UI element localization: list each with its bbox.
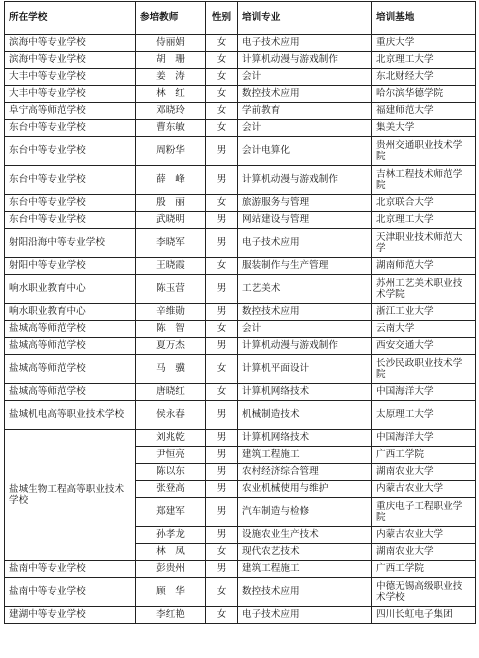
teacher-cell: 陈玉营 — [136, 275, 206, 304]
major-cell: 汽车制造与检修 — [238, 498, 372, 527]
base-cell: 北京理工大学 — [372, 212, 476, 229]
training-roster-sheet — [4, 1, 475, 624]
gender-cell: 女 — [206, 355, 238, 384]
teacher-cell: 辛维勋 — [136, 304, 206, 321]
gender-cell: 女 — [206, 195, 238, 212]
major-cell: 农村经济综合管理 — [238, 464, 372, 481]
major-cell: 会计 — [238, 321, 372, 338]
base-cell: 云南大学 — [372, 321, 476, 338]
major-cell: 现代农艺技术 — [238, 544, 372, 561]
school-cell: 滨海中等专业学校 — [5, 52, 136, 69]
teacher-cell: 孙孝龙 — [136, 527, 206, 544]
school-cell: 大丰中等专业学校 — [5, 86, 136, 103]
base-cell: 重庆电子工程职业学院 — [372, 498, 476, 527]
gender-cell: 男 — [206, 304, 238, 321]
gender-cell: 男 — [206, 481, 238, 498]
gender-cell: 男 — [206, 401, 238, 430]
table-row — [5, 103, 476, 120]
teacher-cell: 周粉华 — [136, 137, 206, 166]
table-row — [5, 304, 476, 321]
major-cell: 数控技术应用 — [238, 578, 372, 607]
header-major: 培训专业 — [238, 2, 372, 35]
major-cell: 计算机网络技术 — [238, 384, 372, 401]
table-row — [5, 69, 476, 86]
base-cell: 重庆大学 — [372, 35, 476, 52]
teacher-cell: 林 红 — [136, 86, 206, 103]
base-cell: 湖南农业大学 — [372, 464, 476, 481]
teacher-cell: 王晓霞 — [136, 258, 206, 275]
table-row — [5, 578, 476, 607]
teacher-cell: 殷 丽 — [136, 195, 206, 212]
major-cell: 建筑工程施工 — [238, 447, 372, 464]
gender-cell: 男 — [206, 561, 238, 578]
teacher-cell: 彭贵州 — [136, 561, 206, 578]
gender-cell: 女 — [206, 35, 238, 52]
major-cell: 电子技术应用 — [238, 607, 372, 624]
table-row — [5, 120, 476, 137]
gender-cell: 女 — [206, 120, 238, 137]
teacher-cell: 林 凤 — [136, 544, 206, 561]
school-cell: 东台中等专业学校 — [5, 212, 136, 229]
header-teacher: 参培教师 — [136, 2, 206, 35]
gender-cell: 女 — [206, 607, 238, 624]
major-cell: 旅游服务与管理 — [238, 195, 372, 212]
gender-cell: 女 — [206, 69, 238, 86]
table-row — [5, 607, 476, 624]
teacher-cell: 马 骥 — [136, 355, 206, 384]
gender-cell: 女 — [206, 321, 238, 338]
training-roster-table — [4, 1, 476, 624]
teacher-cell: 胡 珊 — [136, 52, 206, 69]
teacher-cell: 郑建军 — [136, 498, 206, 527]
school-cell: 东台中等专业学校 — [5, 137, 136, 166]
base-cell: 中德无锡高级职业技术学校 — [372, 578, 476, 607]
school-cell: 大丰中等专业学校 — [5, 69, 136, 86]
teacher-cell: 姜 涛 — [136, 69, 206, 86]
table-row — [5, 86, 476, 103]
teacher-cell: 曹东敏 — [136, 120, 206, 137]
school-cell: 射阳沿海中等专业学校 — [5, 229, 136, 258]
header-gender: 性别 — [206, 2, 238, 35]
table-row — [5, 195, 476, 212]
table-row — [5, 212, 476, 229]
school-cell: 盐城机电高等职业技术学校 — [5, 401, 136, 430]
major-cell: 服装制作与生产管理 — [238, 258, 372, 275]
major-cell: 建筑工程施工 — [238, 561, 372, 578]
major-cell: 网站建设与管理 — [238, 212, 372, 229]
school-cell: 射阳中等专业学校 — [5, 258, 136, 275]
base-cell: 广西工学院 — [372, 561, 476, 578]
major-cell: 计算机平面设计 — [238, 355, 372, 384]
teacher-cell: 刘兆乾 — [136, 430, 206, 447]
school-cell: 盐南中等专业学校 — [5, 561, 136, 578]
major-cell: 电子技术应用 — [238, 35, 372, 52]
school-cell: 盐南中等专业学校 — [5, 578, 136, 607]
major-cell: 计算机动漫与游戏制作 — [238, 166, 372, 195]
teacher-cell: 薛 峰 — [136, 166, 206, 195]
table-row — [5, 258, 476, 275]
gender-cell: 男 — [206, 275, 238, 304]
teacher-cell: 李晓军 — [136, 229, 206, 258]
gender-cell: 男 — [206, 430, 238, 447]
major-cell: 机械制造技术 — [238, 401, 372, 430]
major-cell: 电子技术应用 — [238, 229, 372, 258]
base-cell: 苏州工艺美术职业技术学院 — [372, 275, 476, 304]
school-cell: 盐城高等师范学校 — [5, 355, 136, 384]
school-cell: 东台中等专业学校 — [5, 195, 136, 212]
table-row — [5, 229, 476, 258]
major-cell: 农业机械使用与维护 — [238, 481, 372, 498]
teacher-cell: 张登高 — [136, 481, 206, 498]
gender-cell: 男 — [206, 338, 238, 355]
gender-cell: 女 — [206, 52, 238, 69]
gender-cell: 男 — [206, 137, 238, 166]
gender-cell: 男 — [206, 464, 238, 481]
major-cell: 数控技术应用 — [238, 86, 372, 103]
base-cell: 湖南师范大学 — [372, 258, 476, 275]
base-cell: 天津职业技术师范大学 — [372, 229, 476, 258]
gender-cell: 女 — [206, 86, 238, 103]
school-cell: 建湖中等专业学校 — [5, 607, 136, 624]
base-cell: 北京理工大学 — [372, 52, 476, 69]
table-row — [5, 561, 476, 578]
base-cell: 西安交通大学 — [372, 338, 476, 355]
gender-cell: 男 — [206, 498, 238, 527]
base-cell: 贵州交通职业技术学院 — [372, 137, 476, 166]
teacher-cell: 尹恒亮 — [136, 447, 206, 464]
base-cell: 广西工学院 — [372, 447, 476, 464]
header-row — [5, 2, 476, 35]
header-base: 培训基地 — [372, 2, 476, 35]
base-cell: 北京联合大学 — [372, 195, 476, 212]
major-cell: 设施农业生产技术 — [238, 527, 372, 544]
table-row — [5, 35, 476, 52]
table-row — [5, 355, 476, 384]
gender-cell: 女 — [206, 258, 238, 275]
school-cell: 盐城高等师范学校 — [5, 321, 136, 338]
table-row — [5, 137, 476, 166]
teacher-cell: 顾 华 — [136, 578, 206, 607]
gender-cell: 男 — [206, 166, 238, 195]
major-cell: 数控技术应用 — [238, 304, 372, 321]
school-cell: 响水职业教育中心 — [5, 304, 136, 321]
teacher-cell: 唐晓红 — [136, 384, 206, 401]
base-cell: 湖南农业大学 — [372, 544, 476, 561]
base-cell: 东北财经大学 — [372, 69, 476, 86]
base-cell: 长沙民政职业技术学院 — [372, 355, 476, 384]
teacher-cell: 夏万杰 — [136, 338, 206, 355]
school-cell: 盐城高等师范学校 — [5, 338, 136, 355]
gender-cell: 男 — [206, 212, 238, 229]
table-row — [5, 321, 476, 338]
gender-cell: 女 — [206, 544, 238, 561]
base-cell: 福建师范大学 — [372, 103, 476, 120]
header-school: 所在学校 — [5, 2, 136, 35]
teacher-cell: 侯永春 — [136, 401, 206, 430]
table-row — [5, 384, 476, 401]
major-cell: 会计 — [238, 120, 372, 137]
base-cell: 吉林工程技术师范学院 — [372, 166, 476, 195]
base-cell: 浙江工业大学 — [372, 304, 476, 321]
school-cell: 盐城高等师范学校 — [5, 384, 136, 401]
table-row — [5, 430, 476, 447]
table-row — [5, 275, 476, 304]
base-cell: 太原理工大学 — [372, 401, 476, 430]
major-cell: 计算机动漫与游戏制作 — [238, 338, 372, 355]
gender-cell: 女 — [206, 103, 238, 120]
school-cell: 东台中等专业学校 — [5, 120, 136, 137]
school-cell: 响水职业教育中心 — [5, 275, 136, 304]
table-row — [5, 166, 476, 195]
gender-cell: 女 — [206, 384, 238, 401]
table-row — [5, 338, 476, 355]
base-cell: 内蒙古农业大学 — [372, 527, 476, 544]
gender-cell: 男 — [206, 447, 238, 464]
table-row — [5, 401, 476, 430]
school-cell: 盐城生物工程高等职业技术学校 — [5, 430, 136, 561]
base-cell: 中国海洋大学 — [372, 430, 476, 447]
teacher-cell: 陈 智 — [136, 321, 206, 338]
school-cell: 阜宁高等师范学校 — [5, 103, 136, 120]
table-row — [5, 52, 476, 69]
school-cell: 滨海中等专业学校 — [5, 35, 136, 52]
gender-cell: 男 — [206, 229, 238, 258]
teacher-cell: 侍丽娟 — [136, 35, 206, 52]
teacher-cell: 武晓明 — [136, 212, 206, 229]
gender-cell: 男 — [206, 527, 238, 544]
teacher-cell: 陈以东 — [136, 464, 206, 481]
teacher-cell: 邓晓玲 — [136, 103, 206, 120]
major-cell: 学前教育 — [238, 103, 372, 120]
base-cell: 四川长虹电子集团 — [372, 607, 476, 624]
base-cell: 集美大学 — [372, 120, 476, 137]
major-cell: 计算机网络技术 — [238, 430, 372, 447]
major-cell: 会计 — [238, 69, 372, 86]
major-cell: 工艺美术 — [238, 275, 372, 304]
major-cell: 计算机动漫与游戏制作 — [238, 52, 372, 69]
base-cell: 内蒙古农业大学 — [372, 481, 476, 498]
major-cell: 会计电算化 — [238, 137, 372, 166]
teacher-cell: 李红艳 — [136, 607, 206, 624]
base-cell: 哈尔滨华德学院 — [372, 86, 476, 103]
gender-cell: 女 — [206, 578, 238, 607]
school-cell: 东台中等专业学校 — [5, 166, 136, 195]
base-cell: 中国海洋大学 — [372, 384, 476, 401]
